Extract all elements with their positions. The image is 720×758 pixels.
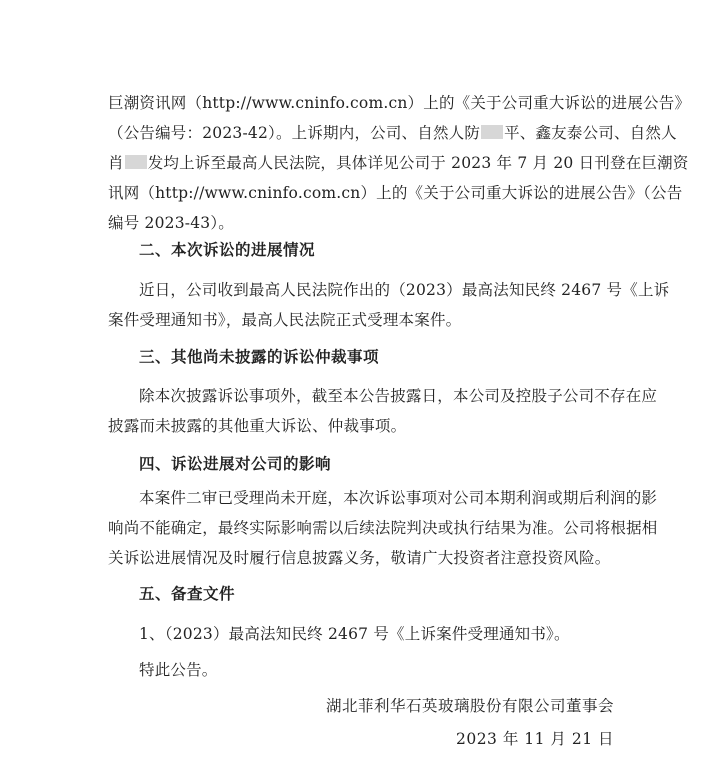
section-4-line-2: 响尚不能确定，最终实际影响需以后续法院判决或执行结果为准。公司将根据相: [108, 519, 658, 537]
section-3-line-2: 披露而未披露的其他重大诉讼、仲裁事项。: [108, 417, 407, 435]
signature-company: 湖北菲利华石英玻璃股份有限公司董事会: [325, 697, 614, 715]
redaction-mark: [125, 155, 147, 169]
section-2-heading: 二、本次诉讼的进展情况: [139, 241, 316, 259]
intro-line-3-start: 肖: [108, 154, 124, 172]
section-3-line-1: 除本次披露诉讼事项外，截至本公告披露日，本公司及控股子公司不存在应: [139, 387, 658, 405]
section-5-list: [108, 619, 620, 649]
section-3-paragraph: [108, 381, 658, 441]
closing-text: 特此公告。: [139, 661, 218, 679]
section-3-heading: 三、其他尚未披露的诉讼仲裁事项: [139, 348, 380, 366]
signature-date: 2023 年 11 月 21 日: [455, 730, 614, 748]
section-2-paragraph: [108, 275, 670, 335]
section-4-line-3: 关诉讼进展情况及时履行信息披露义务，敬请广大投资者注意投资风险。: [108, 549, 611, 567]
closing-paragraph: [108, 655, 620, 685]
intro-line-5: 编号 2023-43）。: [108, 214, 234, 232]
intro-line-3-rest: 发均上诉至最高人民法院，具体详见公司于 2023 年 7 月 20 日刊登在巨潮资: [147, 154, 689, 172]
section-4-heading: 四、诉讼进展对公司的影响: [139, 455, 332, 473]
redaction-mark: [481, 125, 503, 139]
section-4-paragraph: [108, 483, 658, 573]
reference-item-1: 1、（2023）最高法知民终 2467 号《上诉案件受理通知书》。: [139, 625, 570, 643]
intro-line-3: [108, 148, 689, 178]
section-2-line-2: 案件受理通知书》，最高人民法院正式受理本案件。: [108, 311, 462, 329]
section-2-line-1: 近日，公司收到最高人民法院作出的（2023）最高法知民终 2467 号《上诉: [139, 281, 670, 299]
intro-line-2-rest: 平、鑫友泰公司、自然人: [504, 124, 677, 142]
intro-line-2: [108, 118, 677, 148]
intro-line-4: 讯网（http://www.cninfo.com.cn）上的《关于公司重大诉讼的进展公告》（公告: [108, 184, 683, 202]
section-5-heading: 五、备查文件: [139, 585, 236, 603]
section-4-line-1: 本案件二审已受理尚未开庭，本次诉讼事项对公司本期利润或期后利润的影: [139, 489, 658, 507]
intro-paragraph: [108, 88, 691, 238]
intro-line-1: 巨潮资讯网（http://www.cninfo.com.cn）上的《关于公司重大诉讼的进展公告》: [108, 94, 691, 112]
intro-line-2-text: （公告编号：2023-42）。上诉期内，公司、自然人防: [108, 124, 481, 142]
